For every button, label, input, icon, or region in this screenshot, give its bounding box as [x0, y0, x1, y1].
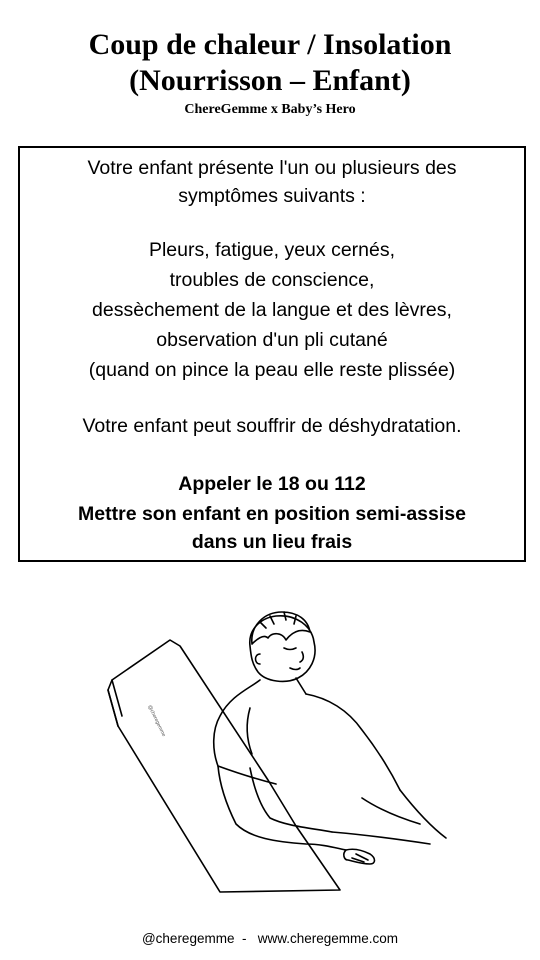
symptom-line: Pleurs, fatigue, yeux cernés,	[148, 239, 396, 261]
symptom-line: troubles de conscience,	[169, 269, 375, 291]
child-legs	[400, 790, 446, 838]
wedge-cushion	[108, 640, 340, 892]
intro-line: Votre enfant présente l'un ou plusieurs des	[87, 157, 457, 179]
info-box	[18, 146, 526, 562]
child-torso	[306, 694, 400, 790]
page-title-line2: (Nourrisson – Enfant)	[129, 64, 411, 97]
intro-line: symptômes suivants :	[178, 185, 366, 207]
child-arm	[218, 766, 346, 850]
diagnosis-line: Votre enfant peut souffrir de déshydratation.	[82, 415, 462, 437]
page-title-line1: Coup de chaleur / Insolation	[88, 28, 452, 61]
symptom-line: observation d'un pli cutané	[156, 329, 388, 351]
child-head	[250, 616, 315, 682]
child-hand	[344, 849, 375, 864]
page-subtitle: ChereGemme x Baby’s Hero	[184, 102, 356, 117]
semi-seated-child-illustration	[100, 598, 450, 898]
footer-credits: @cheregemme - www.cheregemme.com	[141, 931, 399, 946]
symptom-line: dessèchement de la langue et des lèvres,	[92, 299, 452, 321]
symptom-line: (quand on pince la peau elle reste plissée)	[88, 359, 456, 381]
action-line: dans un lieu frais	[191, 531, 353, 553]
action-line: Mettre son enfant en position semi-assise	[78, 503, 466, 525]
illustration-watermark: @cheregemme	[146, 704, 167, 738]
action-line: Appeler le 18 ou 112	[178, 473, 366, 495]
